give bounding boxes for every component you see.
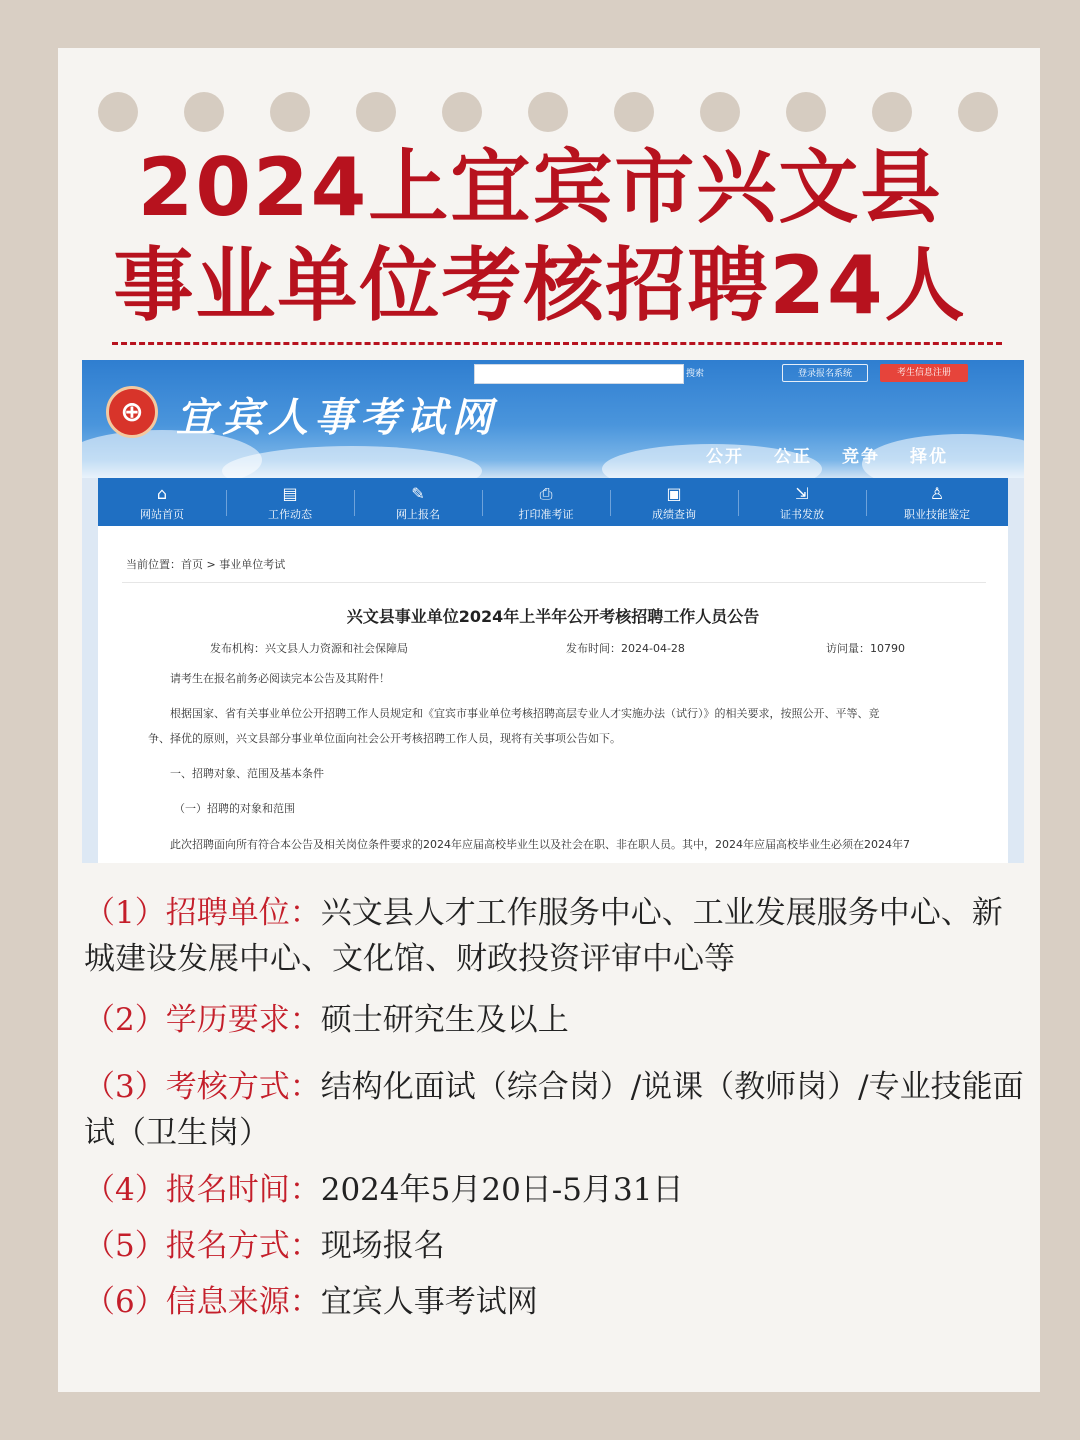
logo-seal-icon: ⊕	[106, 386, 158, 438]
nav-item-label: 证书发放	[780, 508, 824, 521]
info-value: 2024年5月20日-5月31日	[320, 1172, 684, 1208]
nav-item-news[interactable]	[226, 478, 354, 526]
article-paragraph: （一）招聘的对象和范围	[174, 802, 295, 815]
info-value: 现场报名	[320, 1228, 445, 1264]
title-divider	[112, 342, 1002, 345]
binder-hole	[700, 92, 740, 132]
poster-title-line-2: 事业单位考核招聘24人	[113, 239, 967, 332]
site-name: 宜宾人事考试网	[176, 394, 498, 441]
info-label: （1）招聘单位：	[84, 895, 321, 931]
binder-hole	[270, 92, 310, 132]
article-title: 兴文县事业单位2024年上半年公开考核招聘工作人员公告	[346, 607, 760, 626]
binder-hole	[442, 92, 482, 132]
nav-item-print-ticket[interactable]	[482, 478, 610, 526]
page-side-margin	[1008, 478, 1024, 863]
info-item-register-method	[84, 1223, 1024, 1269]
main-nav	[98, 478, 1008, 526]
article-views: 访问量：10790	[826, 642, 905, 655]
home-icon: ⌂	[156, 484, 168, 503]
article-paragraph: 根据国家、省有关事业单位公开招聘工作人员规定和《宜宾市事业单位考核招聘高层专业人才实施办法（试行）》的相关要求，按照公开、平等、竞	[170, 707, 880, 720]
nav-item-label: 成绩查询	[652, 508, 696, 521]
binder-hole	[958, 92, 998, 132]
printer-icon: ⎙	[539, 484, 553, 503]
certificate-icon: ⇲	[795, 484, 809, 503]
nav-item-label: 网站首页	[140, 508, 184, 521]
binder-hole	[184, 92, 224, 132]
document-icon: ▤	[282, 484, 298, 503]
info-value: 硕士研究生及以上	[320, 1002, 569, 1038]
slogan-text: 公开	[706, 447, 744, 467]
slogan-text: 择优	[910, 447, 948, 467]
slogan-text: 竞争	[842, 447, 880, 467]
info-label: （3）考核方式：	[84, 1069, 321, 1105]
info-label: （4）报名时间：	[84, 1172, 321, 1208]
binder-hole	[528, 92, 568, 132]
site-banner	[82, 360, 1024, 478]
info-label: （2）学历要求：	[84, 1002, 321, 1038]
binder-hole	[872, 92, 912, 132]
register-button[interactable]: 考生信息注册	[880, 364, 968, 382]
article-publisher: 发布机构：兴文县人力资源和社会保障局	[210, 642, 408, 655]
info-item-education	[84, 997, 1024, 1043]
nav-item-label: 职业技能鉴定	[904, 508, 970, 521]
search-button[interactable]: 搜索	[686, 369, 705, 379]
nav-item-score-query[interactable]	[610, 478, 738, 526]
info-value: 结构化面试（综合岗）/说课（教师岗）/专业技能面试（卫生岗）	[84, 1069, 1024, 1151]
nav-item-online-register[interactable]	[354, 478, 482, 526]
website-screenshot	[82, 360, 1024, 863]
breadcrumb-divider	[122, 582, 986, 583]
article-paragraph: 此次招聘面向所有符合本公告及相关岗位条件要求的2024年应届高校毕业生以及社会在职、非在职人员。其中，2024年应届高校毕业生必须在2024年7	[170, 838, 910, 851]
nav-item-label: 网上报名	[396, 508, 440, 521]
edit-icon: ✎	[411, 484, 425, 503]
article-date: 发布时间：2024-04-28	[566, 642, 685, 655]
nav-item-home[interactable]	[98, 478, 226, 526]
article-paragraph: 争、择优的原则，兴文县部分事业单位面向社会公开考核招聘工作人员，现将有关事项公告如下。	[148, 732, 621, 745]
info-value: 宜宾人事考试网	[320, 1284, 538, 1320]
page-side-margin	[82, 478, 98, 863]
article-paragraph: 请考生在报名前务必阅读完本公告及其附件！	[170, 672, 390, 685]
info-label: （5）报名方式：	[84, 1228, 321, 1264]
breadcrumb[interactable]: 当前位置：首页 > 事业单位考试	[126, 558, 286, 571]
nav-item-label: 工作动态	[268, 508, 312, 521]
slogan-text: 公正	[774, 447, 812, 467]
info-item-assessment	[84, 1064, 1024, 1156]
binder-hole	[98, 92, 138, 132]
user-icon: ♙	[929, 484, 945, 503]
binder-holes	[98, 92, 998, 132]
poster-title-line-1: 2024上宜宾市兴文县	[137, 141, 943, 234]
info-label: （6）信息来源：	[84, 1284, 321, 1320]
info-item-source	[84, 1279, 1024, 1325]
search-document-icon: ▣	[666, 484, 682, 503]
nav-item-skill-appraisal[interactable]	[866, 478, 1008, 526]
search-input[interactable]	[474, 364, 684, 384]
article-paragraph: 一、招聘对象、范围及基本条件	[170, 767, 324, 780]
binder-hole	[786, 92, 826, 132]
nav-item-certificate[interactable]	[738, 478, 866, 526]
login-system-button[interactable]: 登录报名系统	[782, 364, 868, 382]
nav-item-label: 打印准考证	[518, 508, 574, 521]
info-value: 兴文县人才工作服务中心、工业发展服务中心、新城建设发展中心、文化馆、财政投资评审中心等	[84, 895, 1003, 977]
binder-hole	[614, 92, 654, 132]
info-item-register-time	[84, 1167, 1024, 1213]
info-item-recruit-units	[84, 890, 1024, 982]
binder-hole	[356, 92, 396, 132]
